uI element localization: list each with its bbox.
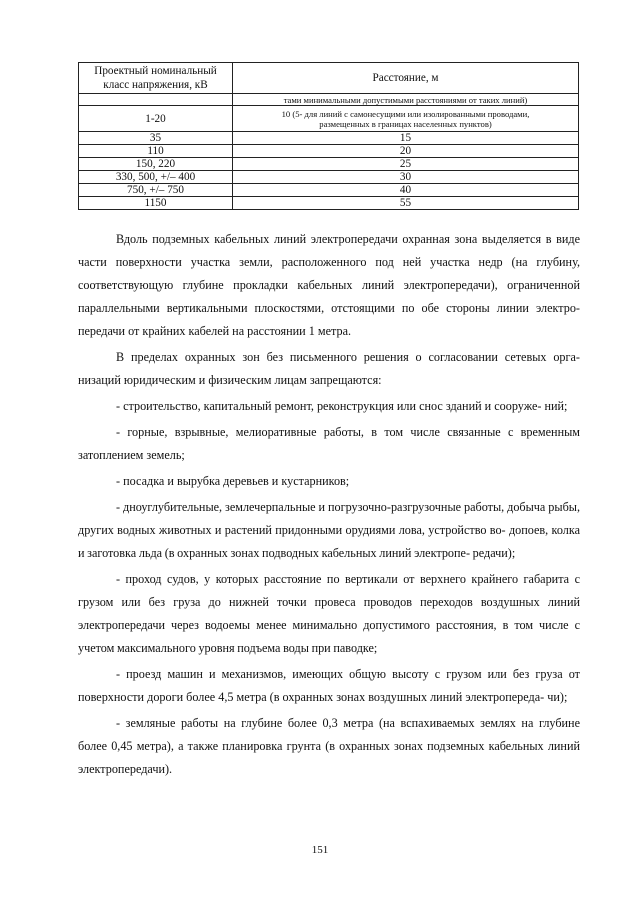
- list-item-construction: [78, 395, 580, 418]
- text-line: Вдоль подземных кабельных линий электропередачи охранная зона выделяется в: [116, 232, 552, 246]
- table-cell-empty: [79, 94, 233, 106]
- text-line: - горные, взрывные, мелиоративные работы, в том числе связанные с временным: [116, 425, 580, 439]
- list-item-ship-passage: [78, 568, 580, 660]
- table-continuation-note: тами минимальными допустимыми расстояниями от таких линий): [233, 94, 579, 106]
- distance-continuation-text: размещенных в границах населенных пунктов): [319, 118, 492, 129]
- header-distance: Расстояние, м: [233, 63, 579, 94]
- table-cell-distance: 25: [233, 158, 579, 171]
- text-line: - дноуглубительные, землечерпальные и погрузочно-разгрузочные работы, добыча: [116, 500, 546, 514]
- table-continuation-row: [79, 94, 579, 106]
- text-line: низаций юридическим и физическим лицам запрещаются:: [78, 373, 382, 387]
- list-item-vehicle-passage: [78, 663, 580, 709]
- paragraph-prohibitions-intro: [78, 346, 580, 392]
- header-voltage-class: Проектный номинальный класс напряжения, кВ: [79, 63, 233, 94]
- text-line: ний;: [544, 399, 568, 413]
- table-row: [79, 158, 579, 171]
- text-line: - строительство, капитальный ремонт, реконструкция или снос зданий и сооруже-: [116, 399, 542, 413]
- table-cell-voltage: 150, 220: [79, 158, 233, 171]
- text-line: В пределах охранных зон без письменного решения о согласовании сетевых орга-: [116, 350, 580, 364]
- text-line: допоев, колка и заготовка льда (в охранных зонах подводных кабельных линий электропе-: [78, 523, 580, 560]
- table-cell-distance: 15: [233, 132, 579, 145]
- text-line: более 0,45 метра), а также планировка грунта (в охранных зонах подземных кабельных: [78, 739, 544, 753]
- table-row: [79, 184, 579, 197]
- list-item-mining-works: [78, 421, 580, 467]
- table-header-row: [79, 63, 579, 94]
- distance-main-text: 10 (5- для линий с самонесущими или изолированными проводами,: [281, 108, 530, 119]
- table-cell-voltage: 1-20: [79, 106, 233, 132]
- page-number: 151: [311, 844, 329, 856]
- text-line: редачи);: [472, 546, 516, 560]
- table-row: [79, 145, 579, 158]
- text-line: чи);: [547, 690, 568, 704]
- text-line: линий электропередачи).: [78, 739, 580, 776]
- text-line: - посадка и вырубка деревьев и кустарников;: [116, 474, 350, 488]
- table-cell-distance: 55: [233, 197, 579, 210]
- table-row: [79, 171, 579, 184]
- text-line: - земляные работы на глубине более 0,3 метра (на вспахиваемых землях на глубине: [116, 716, 580, 730]
- list-item-dredging: [78, 496, 580, 565]
- table-cell-distance: 40: [233, 184, 579, 197]
- text-line: рыбы, других водных животных и растений придонными орудиями лова, устройство во-: [78, 500, 580, 537]
- table-cell-voltage: 1150: [79, 197, 233, 210]
- table-row: [79, 132, 579, 145]
- paragraph-underground-cable-zone: [78, 228, 580, 343]
- text-line: поверхности дороги более 4,5 метра (в охранных зонах воздушных линий электропереда-: [78, 690, 545, 704]
- table-cell-distance: [233, 106, 579, 132]
- text-line: соответствующую глубине прокладки кабельных линий электропередачи), ограниченной: [78, 278, 580, 292]
- text-line: учетом максимального уровня подъема воды при паводке;: [78, 641, 378, 655]
- security-zone-distance-table: [78, 62, 579, 210]
- text-line: - проход судов, у которых расстояние по вертикали от верхнего крайнего габарита: [116, 572, 570, 586]
- text-line: с грузом или без груза до нижней точки провеса проводов переходов воздушных линий: [78, 572, 580, 609]
- list-item-earthworks: [78, 712, 580, 781]
- table-cell-voltage: 35: [79, 132, 233, 145]
- text-line: передачи от крайних кабелей на расстоянии 1 метра.: [78, 324, 352, 338]
- text-line: виде части поверхности участка земли, расположенного под ней участка недр (на глубину,: [78, 232, 581, 269]
- text-line: затоплением земель;: [78, 448, 185, 462]
- table-row: [79, 197, 579, 210]
- text-line: параллельными вертикальными плоскостями, отстоящими по обе стороны линии электро-: [78, 301, 580, 315]
- text-line: электропередачи через водоемы менее минимально допустимого расстояния, в том числе с: [78, 618, 580, 632]
- table-row: [79, 106, 579, 132]
- table-cell-distance: 30: [233, 171, 579, 184]
- table-cell-voltage: 330, 500, +/– 400: [79, 171, 233, 184]
- text-line: - проезд машин и механизмов, имеющих общую высоту с грузом или без груза от: [116, 667, 580, 681]
- list-item-tree-planting: [78, 470, 580, 493]
- body-text: [78, 228, 580, 781]
- table-cell-voltage: 110: [79, 145, 233, 158]
- table-cell-voltage: 750, +/– 750: [79, 184, 233, 197]
- table-cell-distance: 20: [233, 145, 579, 158]
